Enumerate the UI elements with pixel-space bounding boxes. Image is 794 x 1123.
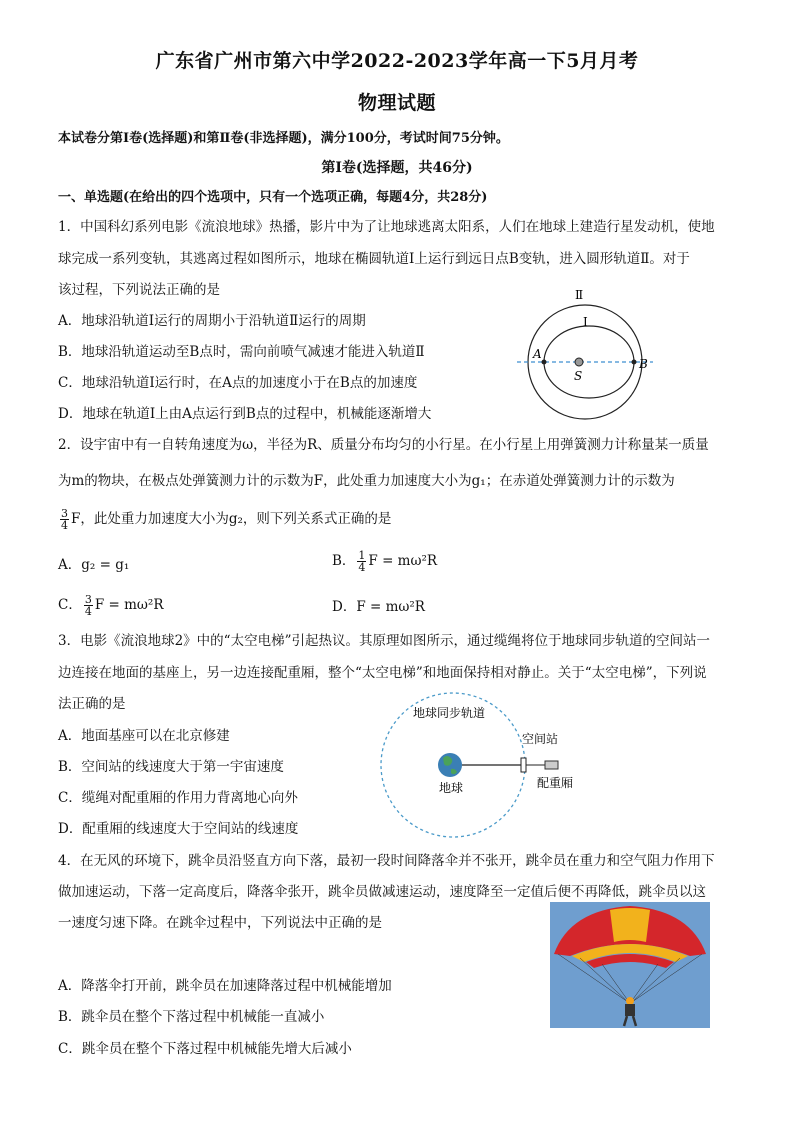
q4-option-a: A．降落伞打开前，跳伞员在加速降落过程中机械能增加 [58, 978, 392, 994]
q1-stem-line2: 球完成一系列变轨，其逃离过程如图所示，地球在椭圆轨道Ⅰ上运行到远日点B变轨，进入圆形轨道Ⅱ。对于 [58, 251, 690, 267]
q4-option-c: C．跳伞员在整个下落过程中机械能先增大后减小 [58, 1041, 352, 1057]
q2-stem-line3: $\frac{3}{4}$ F，此处重力加速度大小为g₂，则下列关系式正确的是 [61, 507, 392, 532]
point-a-dot [542, 360, 547, 365]
q1-option-a: A．地球沿轨道Ⅰ运行的周期小于沿轨道Ⅱ运行的周期 [58, 313, 366, 329]
q1-orbit-figure [505, 282, 665, 422]
label-sun-s: S [574, 369, 583, 383]
space-station-box [521, 758, 526, 772]
q3-stem-line2: 边连接在地面的基座上，另一边连接配重厢，整个“太空电梯”和地面保持相对静止。关于“太空电梯”，下列说 [58, 665, 707, 681]
q3-space-elevator-figure [375, 690, 615, 860]
parachute-illustration [550, 902, 710, 1028]
q2-stem-line2: 为m的物块，在极点处弹簧测力计的示数为F，此处重力加速度大小为g₁；在赤道处弹簧测力计的示数为 [58, 473, 675, 489]
jumper-helmet [626, 997, 634, 1005]
part1-title: 第Ⅰ卷(选择题，共46分) [321, 160, 473, 176]
parachute-photo [550, 902, 710, 1028]
q2-option-b: B． $\frac{1}{4}$ F = mω²R [332, 549, 438, 574]
q4-stem-line3: 一速度匀速下降。在跳伞过程中，下列说法中正确的是 [58, 915, 382, 931]
label-earth: 地球 [439, 781, 464, 795]
exam-instructions: 本试卷分第Ⅰ卷(选择题)和第Ⅱ卷(非选择题)，满分100分，考试时间75分钟。 [58, 131, 509, 146]
exam-title: 广东省广州市第六中学2022-2023学年高一下5月月考 [155, 50, 639, 72]
q4-stem-line1: 4．在无风的环境下，跳伞员沿竖直方向下落，最初一段时间降落伞并不张开，跳伞员在重力和空气阻力作用下 [58, 853, 715, 869]
q3-stem-line3: 法正确的是 [58, 696, 126, 712]
label-point-a: A [533, 347, 542, 361]
q3-option-a: A．地面基座可以在北京修建 [58, 728, 230, 744]
q1-option-b: B．地球沿轨道运动至B点时，需向前喷气减速才能进入轨道Ⅱ [58, 344, 425, 360]
label-orbit-i: Ⅰ [583, 315, 588, 329]
sun-s-dot [575, 358, 583, 366]
jumper-body [625, 1004, 635, 1016]
counterweight-box [545, 761, 558, 769]
q2-option-a: A．g₂ = g₁ [58, 557, 130, 573]
label-orbit-ii: Ⅱ [575, 288, 584, 302]
canopy-center-yellow [610, 908, 650, 942]
label-point-b: B [639, 357, 648, 371]
exam-subject: 物理试题 [357, 92, 436, 114]
q3-option-b: B．空间站的线速度大于第一宇宙速度 [58, 759, 284, 775]
section1-title: 一、单选题(在给出的四个选项中，只有一个选项正确，每题4分，共28分) [58, 190, 488, 205]
q3-stem-line1: 3．电影《流浪地球2》中的“太空电梯”引起热议。其原理如图所示，通过缆绳将位于地球同步轨道的空间站一 [58, 633, 710, 649]
label-counterweight: 配重厢 [537, 776, 574, 790]
q4-option-b: B．跳伞员在整个下落过程中机械能一直减小 [58, 1009, 325, 1025]
point-b-dot [632, 360, 637, 365]
q2-stem-line1: 2．设宇宙中有一自转角速度为ω，半径为R、质量分布均匀的小行星。在小行星上用弹簧测力计称量某一质量 [58, 437, 709, 453]
q1-stem-line1: 1．中国科幻系列电影《流浪地球》热播，影片中为了让地球逃离太阳系，人们在地球上建造行星发动机，使地 [58, 219, 715, 235]
q2-option-d: D．F = mω²R [332, 599, 425, 615]
q1-stem-line3: 该过程，下列说法正确的是 [58, 282, 220, 298]
label-geo-orbit: 地球同步轨道 [413, 706, 486, 720]
label-space-station: 空间站 [522, 732, 559, 746]
frac-three-quarters: $\frac{3}{4}$ [61, 507, 68, 532]
q2-option-c: C． $\frac{3}{4}$ F = mω²R [58, 593, 164, 618]
q3-option-c: C．缆绳对配重厢的作用力背离地心向外 [58, 790, 298, 806]
q1-option-c: C．地球沿轨道Ⅰ运行时，在A点的加速度小于在B点的加速度 [58, 375, 418, 391]
q4-stem-line2: 做加速运动，下落一定高度后，降落伞张开，跳伞员做减速运动，速度降至一定值后便不再降低，跳伞员以这 [58, 884, 706, 900]
q3-option-d: D．配重厢的线速度大于空间站的线速度 [58, 821, 299, 837]
q1-option-d: D．地球在轨道Ⅰ上由A点运行到B点的过程中，机械能逐渐增大 [58, 406, 432, 422]
